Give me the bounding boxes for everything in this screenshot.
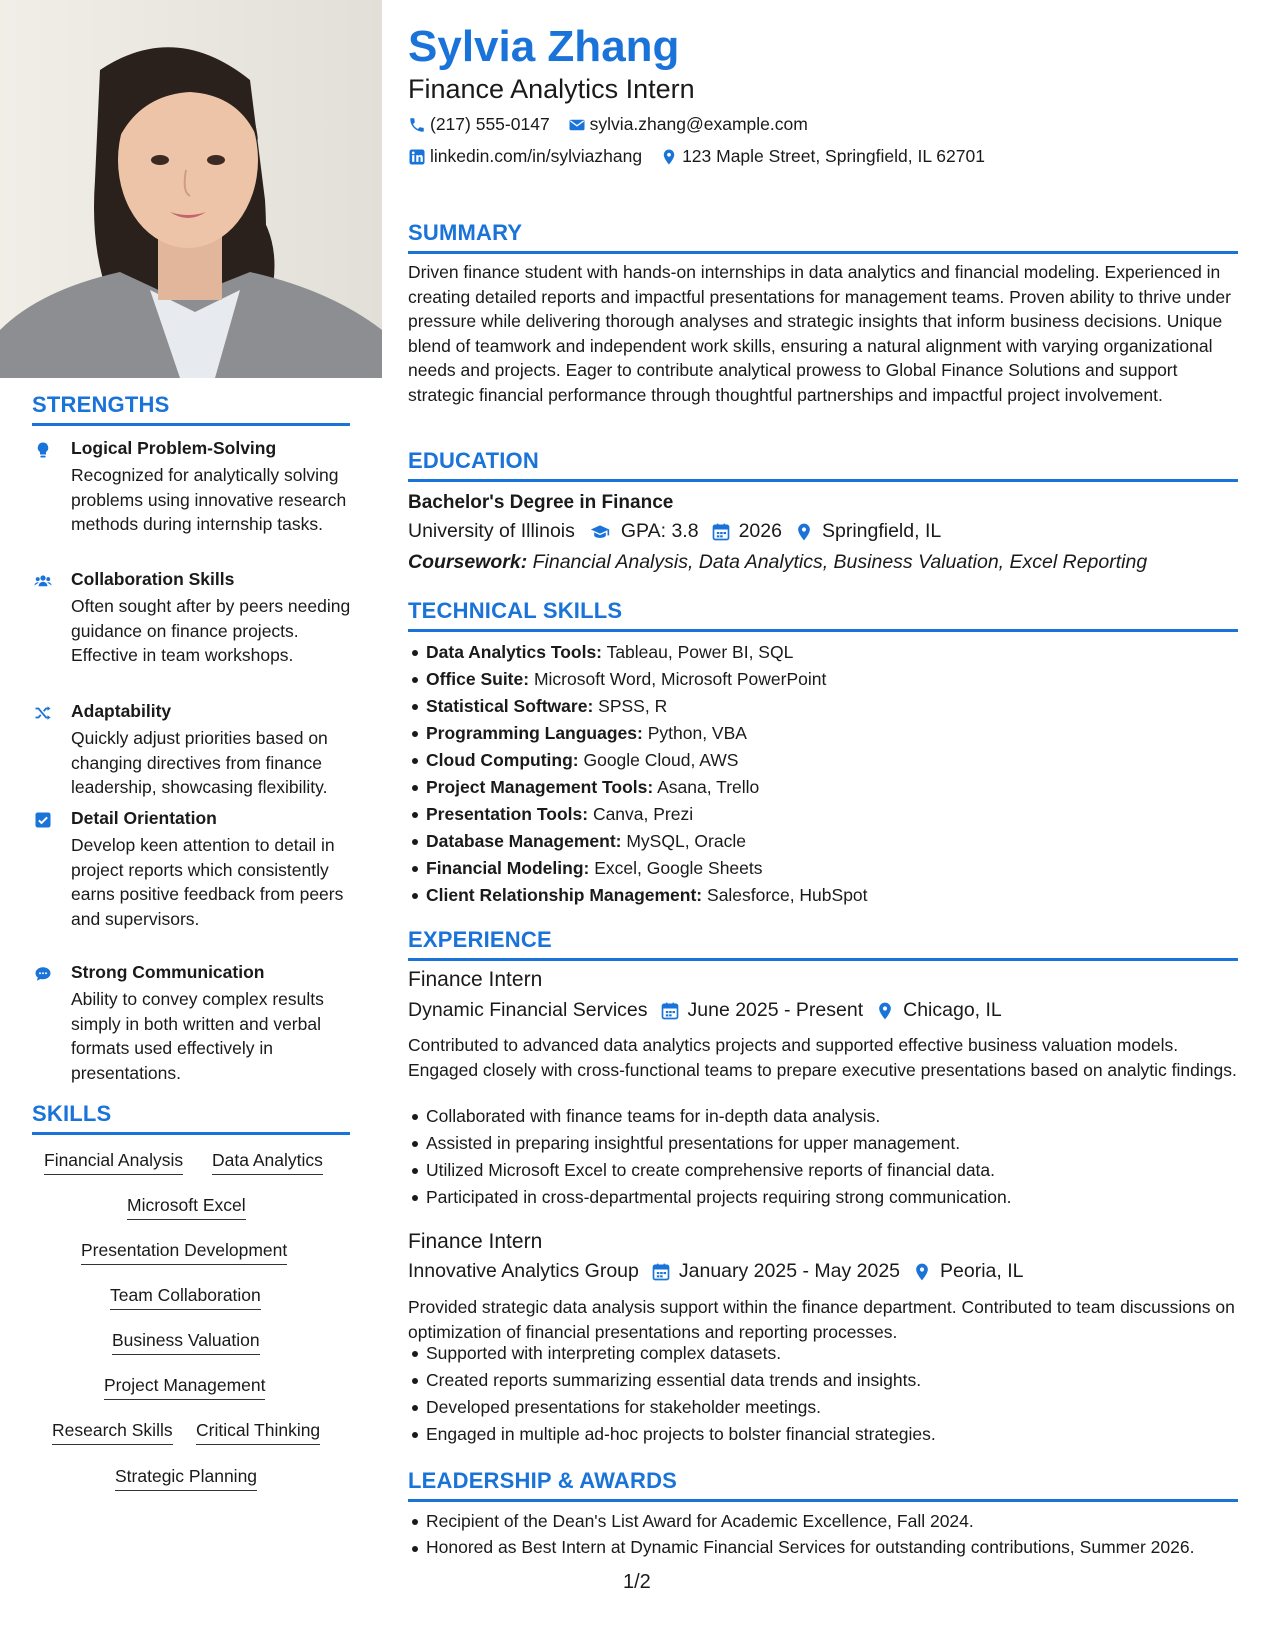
list-item: Created reports summarizing essential data trends and insights.: [426, 1367, 1236, 1394]
leadership-section-header: [408, 1468, 1238, 1502]
strength-title: Detail Orientation: [71, 808, 217, 828]
job-bullets: [426, 1103, 1236, 1211]
phone-icon: [408, 116, 426, 134]
profile-photo: [0, 0, 382, 378]
education-heading: EDUCATION: [408, 448, 539, 473]
candidate-title: Finance Analytics Intern: [408, 74, 695, 104]
strengths-section-header: [32, 392, 350, 426]
job-meta: [408, 999, 1002, 1022]
section-divider: [408, 958, 1238, 961]
location-pin-icon: [875, 1001, 895, 1021]
technical-skills-list: [426, 639, 1236, 909]
summary-section-header: [408, 220, 1238, 254]
list-item: Collaborated with finance teams for in-depth data analysis.: [426, 1103, 1236, 1130]
list-item: Supported with interpreting complex datasets.: [426, 1340, 1236, 1367]
school-location: Springfield, IL: [821, 520, 942, 542]
skill-tag: Presentation Development: [81, 1240, 287, 1265]
strength-description: Often sought after by peers needing guidance on finance projects. Effective in team workshops.: [71, 596, 351, 665]
candidate-name: Sylvia Zhang: [408, 22, 680, 71]
shuffle-icon: [34, 704, 52, 722]
job-bullets: [426, 1340, 1236, 1448]
job-title: Finance Intern: [408, 1230, 543, 1253]
chat-icon: [34, 965, 52, 983]
skill-category: Programming Languages:: [426, 723, 643, 743]
lightbulb-icon: [34, 441, 52, 459]
job-location: Peoria, IL: [940, 1260, 1024, 1282]
skill-values: Canva, Prezi: [592, 804, 694, 824]
graduation-cap-icon: [587, 522, 613, 542]
technical-heading: TECHNICAL SKILLS: [408, 598, 623, 623]
list-item: Engaged in multiple ad-hoc projects to bolster financial strategies.: [426, 1421, 1236, 1448]
list-item: Developed presentations for stakeholder meetings.: [426, 1394, 1236, 1421]
education-section-header: [408, 448, 1238, 482]
skill-category: Data Analytics Tools:: [426, 642, 603, 662]
contact-row: [408, 114, 808, 135]
skill-category: Office Suite:: [426, 669, 530, 689]
coursework-list: Financial Analysis, Data Analytics, Business Valuation, Excel Reporting: [532, 551, 1148, 573]
skill-tag: Financial Analysis: [44, 1150, 183, 1175]
list-item: [426, 747, 1236, 774]
skill-values: MySQL, Oracle: [626, 831, 746, 851]
list-item: Utilized Microsoft Excel to create comprehensive reports of financial data.: [426, 1157, 1236, 1184]
school-name: University of Illinois: [408, 520, 575, 542]
section-divider: [408, 1499, 1238, 1502]
right-column: [408, 0, 1238, 1650]
job-title: Finance Intern: [408, 968, 543, 991]
strength-description: Develop keen attention to detail in project reports which consistently earns positive feedback from peers and supervisors.: [71, 835, 344, 929]
skill-values: Python, VBA: [647, 723, 747, 743]
section-divider: [32, 423, 350, 426]
skill-values: Microsoft Word, Microsoft PowerPoint: [533, 669, 827, 689]
skill-values: Tableau, Power BI, SQL: [606, 642, 794, 662]
summary-heading: SUMMARY: [408, 220, 523, 245]
job-description: Provided strategic data analysis support within the finance department. Contributed to team discussions on optimization of financial presentations and reporting processes.: [408, 1297, 1235, 1342]
linkedin-link[interactable]: linkedin.com/in/sylviazhang: [430, 146, 643, 166]
job-dates: January 2025 - May 2025: [678, 1260, 901, 1282]
skill-category: Project Management Tools:: [426, 777, 654, 797]
leadership-list: [426, 1508, 1236, 1559]
skill-values: SPSS, R: [598, 696, 668, 716]
list-item: [426, 882, 1236, 909]
list-item: [426, 801, 1236, 828]
strength-title: Collaboration Skills: [71, 569, 235, 589]
list-item: Assisted in preparing insightful presentations for upper management.: [426, 1130, 1236, 1157]
list-item: [426, 693, 1236, 720]
skill-values: Salesforce, HubSpot: [707, 885, 868, 905]
strength-title: Logical Problem-Solving: [71, 438, 277, 458]
skill-tag: Business Valuation: [112, 1330, 260, 1355]
list-item: Recipient of the Dean's List Award for Academic Excellence, Fall 2024.: [426, 1508, 1236, 1535]
strengths-heading: STRENGTHS: [32, 392, 170, 417]
strength-description: Ability to convey complex results simply in both written and verbal formats used effectively in presentations.: [71, 989, 324, 1083]
job-location: Chicago, IL: [903, 999, 1002, 1021]
skills-section-header: [32, 1101, 350, 1135]
section-divider: [408, 251, 1238, 254]
skill-tag: Research Skills: [52, 1420, 173, 1445]
degree-title: Bachelor's Degree in Finance: [408, 492, 674, 513]
page-number: 1/2: [623, 1571, 651, 1593]
list-item: [426, 828, 1236, 855]
linkedin-icon: [408, 148, 426, 166]
skill-tag: Microsoft Excel: [127, 1195, 246, 1220]
strength-description: Quickly adjust priorities based on changing directives from finance leadership, showcasing flexibility.: [71, 728, 328, 797]
summary-text: Driven finance student with hands-on internships in data analytics and financial modeling. Experienced in creating detailed reports and impactful presentations for management teams. Proven ability to thrive under pressure while delivering thorough analyses and strategic insights that inform business decisions. Unique blend of teamwork and independent work skills, ensuring a natural alignment with varying organizational needs and projects. Eager to contribute analytical prowess to Global Finance Solutions and support strategic financial performance through thoughtful partnerships and impactful project involvement.: [408, 262, 1231, 405]
calendar-icon: [660, 1001, 680, 1021]
list-item: [426, 774, 1236, 801]
section-divider: [408, 629, 1238, 632]
users-icon: [32, 572, 54, 590]
calendar-icon: [711, 522, 731, 542]
skill-values: Excel, Google Sheets: [594, 858, 763, 878]
skill-tag: Project Management: [104, 1375, 265, 1400]
skill-category: Cloud Computing:: [426, 750, 579, 770]
leadership-heading: LEADERSHIP & AWARDS: [408, 1468, 678, 1493]
experience-heading: EXPERIENCE: [408, 927, 552, 952]
email-icon: [568, 116, 586, 134]
location-pin-icon: [794, 522, 814, 542]
list-item: Honored as Best Intern at Dynamic Financial Services for outstanding contributions, Summer 2026.: [426, 1535, 1236, 1559]
company-name: Innovative Analytics Group: [408, 1260, 639, 1282]
technical-section-header: [408, 598, 1238, 632]
skill-tag: Data Analytics: [212, 1150, 323, 1175]
checkbox-icon: [34, 811, 52, 829]
strength-description: Recognized for analytically solving problems using innovative research methods during internship tasks.: [71, 465, 347, 534]
skill-values: Google Cloud, AWS: [583, 750, 739, 770]
address-text: 123 Maple Street, Springfield, IL 62701: [682, 146, 985, 166]
job-description: Contributed to advanced data analytics projects and supported effective business valuation models. Engaged closely with cross-functional teams to prepare executive presentations based on analytic findings.: [408, 1035, 1237, 1080]
phone-text: (217) 555-0147: [430, 114, 550, 134]
strength-title: Strong Communication: [71, 962, 265, 982]
section-divider: [32, 1132, 350, 1135]
skill-category: Statistical Software:: [426, 696, 594, 716]
job-meta: [408, 1260, 1024, 1283]
list-item: [426, 720, 1236, 747]
location-pin-icon: [660, 148, 678, 166]
skill-tag: Critical Thinking: [196, 1420, 320, 1445]
coursework-label: Coursework:: [408, 551, 528, 573]
calendar-icon: [651, 1262, 671, 1282]
job-dates: June 2025 - Present: [687, 999, 864, 1021]
contact-row: [408, 146, 985, 167]
email-link[interactable]: sylvia.zhang@example.com: [589, 114, 808, 134]
graduation-year: 2026: [738, 520, 782, 542]
skill-category: Database Management:: [426, 831, 622, 851]
section-divider: [408, 479, 1238, 482]
list-item: Participated in cross-departmental projects requiring strong communication.: [426, 1184, 1236, 1211]
skill-values: Asana, Trello: [657, 777, 760, 797]
experience-section-header: [408, 927, 1238, 961]
list-item: [426, 855, 1236, 882]
left-column: [0, 0, 382, 1650]
skill-category: Client Relationship Management:: [426, 885, 703, 905]
location-pin-icon: [912, 1262, 932, 1282]
list-item: [426, 639, 1236, 666]
strength-title: Adaptability: [71, 701, 172, 721]
company-name: Dynamic Financial Services: [408, 999, 648, 1021]
coursework-line: [408, 551, 1147, 574]
list-item: [426, 666, 1236, 693]
skill-category: Financial Modeling:: [426, 858, 590, 878]
skill-tag: Team Collaboration: [110, 1285, 261, 1310]
skill-category: Presentation Tools:: [426, 804, 589, 824]
skill-tag: Strategic Planning: [115, 1466, 257, 1491]
education-meta: [408, 520, 941, 543]
skills-heading: SKILLS: [32, 1101, 112, 1126]
gpa-text: GPA: 3.8: [620, 520, 699, 542]
